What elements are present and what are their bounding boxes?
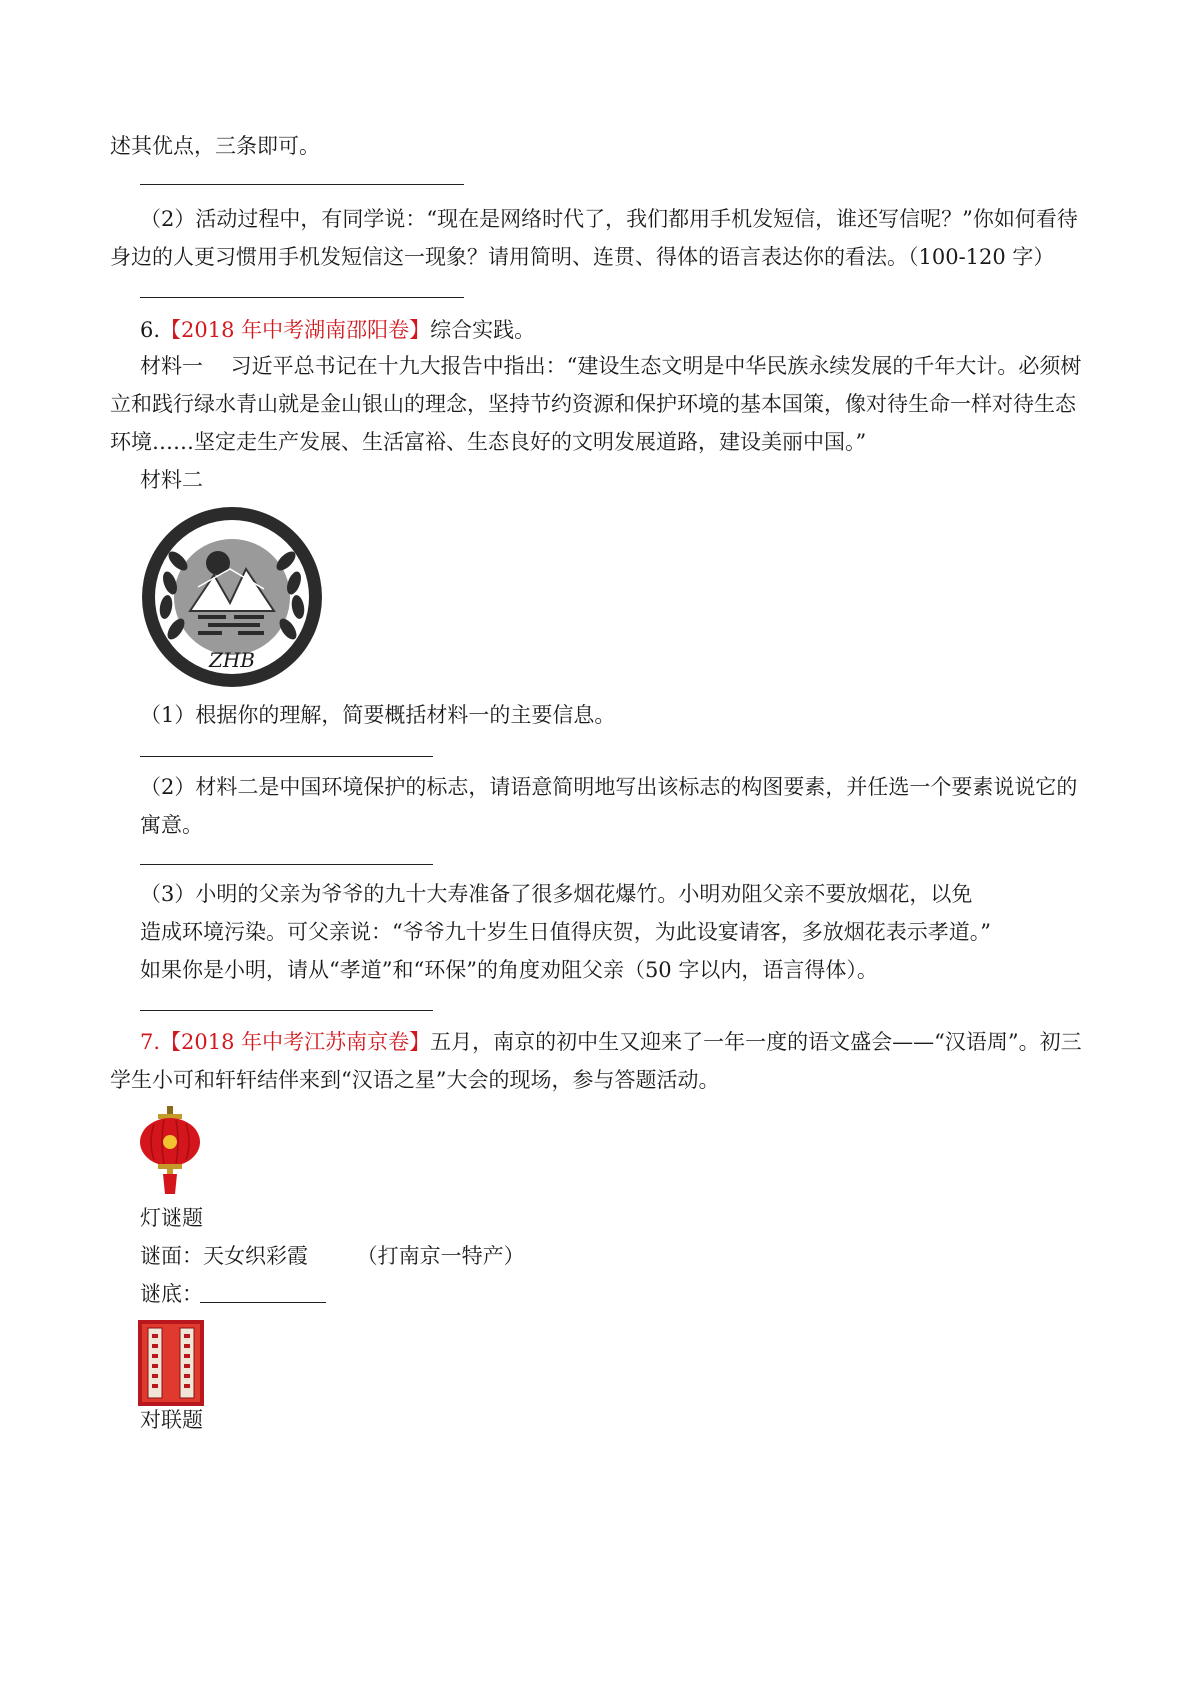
answer-blank[interactable] (140, 184, 464, 185)
q6-prompt: 综合实践。 (430, 318, 536, 342)
q6-number: 6. (140, 318, 161, 342)
lantern-riddle-label: 灯谜题 (140, 1206, 203, 1230)
q6-header (140, 315, 535, 345)
q7-intro-line2: 学生小可和轩轩结伴来到“汉语之星”大会的现场，参与答题活动。 (110, 1068, 720, 1092)
q6-sub2-line2: 寓意。 (140, 813, 203, 837)
answer-blank[interactable] (140, 297, 464, 298)
q5-tail-line: 述其优点，三条即可。 (110, 134, 320, 158)
q6-material2-label: 材料二 (140, 468, 203, 492)
logo-text: ZHB (208, 648, 256, 672)
red-lantern-image (138, 1106, 202, 1196)
q6-sub3-line1: （3）小明的父亲为爷爷的九十大寿准备了很多烟花爆竹。小明劝阻父亲不要放烟花，以免 (140, 882, 973, 906)
q5-part2-line1: （2）活动过程中，有同学说：“现在是网络时代了，我们都用手机发短信，谁还写信呢？”你如何看待 (140, 207, 1078, 231)
environmental-protection-logo (138, 503, 326, 691)
riddle-text: 谜面：天女织彩霞 （打南京一特产） (140, 1244, 525, 1268)
answer-blank[interactable] (140, 756, 433, 757)
riddle-answer-label: 谜底： (140, 1282, 203, 1306)
q7-header (140, 1027, 1082, 1057)
q6-sub3-line2: 造成环境污染。可父亲说：“爷爷九十岁生日值得庆贺，为此设宴请客，多放烟花表示孝道。” (140, 920, 991, 944)
q6-sub3-line3: 如果你是小明，请从“孝道”和“环保”的角度劝阻父亲（50 字以内，语言得体）。 (140, 958, 878, 982)
q6-sub1: （1）根据你的理解，简要概括材料一的主要信息。 (140, 703, 616, 727)
riddle-answer-blank[interactable] (200, 1302, 326, 1303)
couplet-label: 对联题 (140, 1408, 203, 1432)
q6-material1-line1: 材料一 习近平总书记在十九大报告中指出：“建设生态文明是中华民族永续发展的千年大计。必须树 (140, 354, 1082, 378)
q7-source: 【2018 年中考江苏南京卷】 (160, 1030, 431, 1054)
q6-sub2-line1: （2）材料二是中国环境保护的标志，请语意简明地写出该标志的构图要素，并任选一个要素说说它的 (140, 775, 1078, 799)
q6-source: 【2018 年中考湖南邵阳卷】 (160, 318, 431, 342)
q6-material1-line2: 立和践行绿水青山就是金山银山的理念，坚持节约资源和保护环境的基本国策，像对待生命一样对待生态 (110, 392, 1076, 416)
couplet-image (138, 1320, 204, 1406)
answer-blank[interactable] (140, 864, 433, 865)
q7-intro-line1: 五月，南京的初中生又迎来了一年一度的语文盛会——“汉语周”。初三 (430, 1030, 1082, 1054)
q6-material1-line3: 环境……坚定走生产发展、生活富裕、生态良好的文明发展道路，建设美丽中国。” (110, 430, 867, 454)
q5-part2-line2: 身边的人更习惯用手机发短信这一现象？请用简明、连贯、得体的语言表达你的看法。（100-120 字） (110, 245, 1055, 269)
answer-blank[interactable] (140, 1010, 433, 1011)
q7-number: 7. (140, 1030, 161, 1054)
